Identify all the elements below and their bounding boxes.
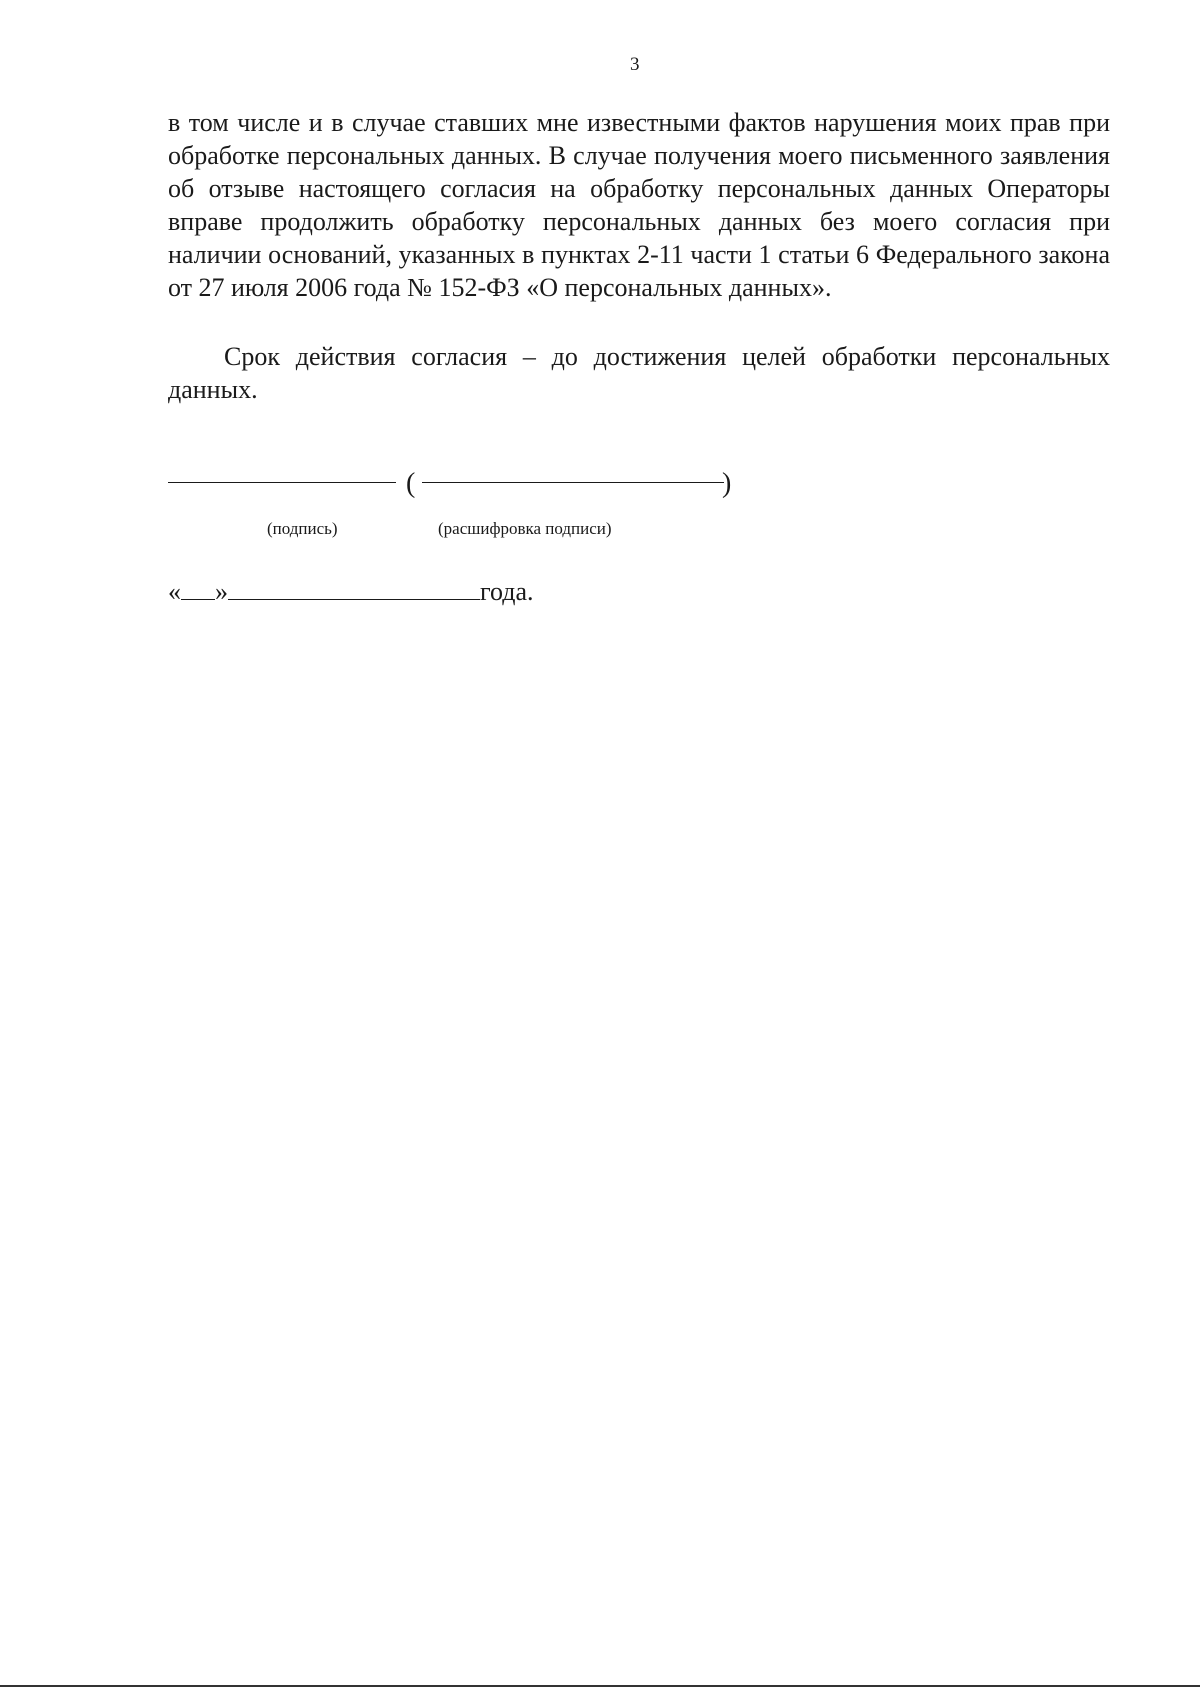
open-paren: ( — [406, 468, 416, 499]
signature-decode-line — [422, 482, 724, 483]
date-open-quote: « — [168, 577, 181, 606]
date-close-quote: » — [215, 577, 228, 606]
date-day-blank — [181, 575, 215, 600]
page-number: 3 — [630, 54, 640, 75]
date-month-blank — [228, 575, 480, 600]
signature-caption: (подпись) — [267, 519, 338, 538]
consent-paragraph-1: в том числе и в случае ставших мне известными фактов нарушения моих прав при обработке персональных данных. В случае получения моего письменного заявления об отзыве настоящего согласия на обработку персональных данных Операторы вправе продолжить обработку персональных данных без моего согласия при наличии оснований, указанных в пунктах 2-11 части 1 статьи 6 Федерального закона от 27 июля 2006 года № 152-ФЗ «О персональных данных». — [168, 108, 1110, 302]
date-line — [168, 575, 534, 608]
date-suffix: года. — [480, 577, 534, 606]
consent-paragraph-2: Срок действия согласия – до достижения целей обработки персональных данных. — [168, 342, 1110, 404]
signature-line — [168, 482, 396, 483]
bottom-rule — [0, 1685, 1200, 1687]
signature-decode-caption: (расшифровка подписи) — [438, 519, 612, 538]
close-paren: ) — [722, 468, 732, 499]
